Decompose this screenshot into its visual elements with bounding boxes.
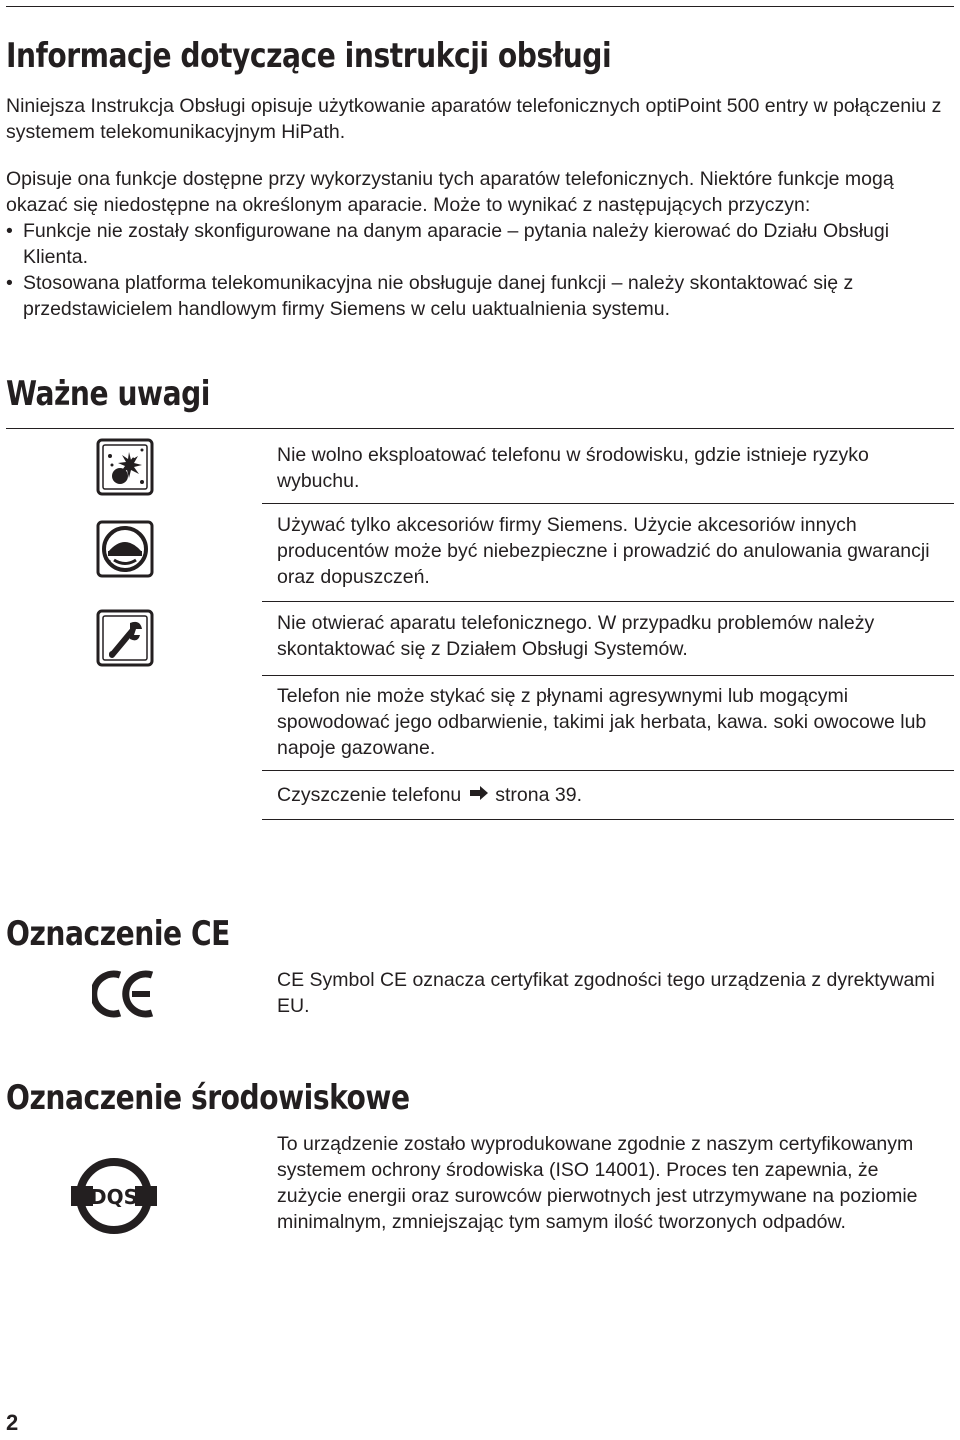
note-divider: [262, 819, 954, 820]
bullet-marker: •: [6, 272, 13, 294]
note-divider: [262, 770, 954, 771]
cleaning-label: Czyszczenie telefonu: [277, 784, 462, 806]
bullet-text: Stosowana platforma telekomunikacyjna nie obsługuje danej funkcji – należy skontaktować się z przedstawicielem handlowym firmy Siemens w celu uaktualnienia systemu.: [23, 272, 854, 320]
cleaning-page-link[interactable]: strona 39.: [495, 784, 582, 806]
note-text: Telefon nie może stykać się z płynami agresywnymi lub mogącymi spowodować jego odbarwienie, takimi jak herbata, kawa. soki owocowe lub napoje gazowane.: [277, 685, 927, 759]
note-text: Nie otwierać aparatu telefonicznego. W przypadku problemów należy skontaktować się z Działem Obsługi Systemów.: [277, 612, 875, 660]
top-rule: [6, 6, 954, 7]
dqs-logo-text: DQS: [89, 1185, 139, 1209]
bullet-item: [6, 218, 951, 270]
note-divider: [262, 503, 954, 504]
accessories-icon: [96, 520, 154, 578]
bullet-item: [6, 270, 951, 322]
intro-paragraph-2: Opisuje ona funkcje dostępne przy wykorzystaniu tych aparatów telefonicznych. Niektóre funkcje mogą okazać się niedostępne na określonym aparacie. Może to wynikać z następujących przyczyn:: [6, 168, 894, 216]
dqs-logo-icon: [71, 1156, 157, 1236]
section-heading-notes: Ważne uwagi: [6, 374, 210, 414]
env-text: To urządzenie zostało wyprodukowane zgodnie z naszym certyfikowanym systemem ochrony środowiska (ISO 14001). Proces ten zapewnia, że zużycie energii oraz surowców pierwotnych jest utrzymywane na poziomie minimalnym, zmniejszając tym samym ilość tworzonych odpadów.: [277, 1133, 918, 1233]
explosion-hazard-icon: [96, 438, 154, 496]
section-heading-ce: Oznaczenie CE: [6, 914, 230, 954]
ce-text: CE Symbol CE oznacza certyfikat zgodności tego urządzenia z dyrektywami EU.: [277, 969, 935, 1017]
cleaning-reference: [277, 781, 945, 808]
note-text: Używać tylko akcesoriów firmy Siemens. Użycie akcesoriów innych producentów może być niebezpieczne i prowadzić do anulowania gwarancji oraz dopuszczeń.: [277, 514, 930, 588]
wrench-icon: [96, 609, 154, 667]
page-number: 2: [6, 1410, 19, 1435]
bullet-marker: •: [6, 220, 13, 242]
bullet-text: Funkcje nie zostały skonfigurowane na danym aparacie – pytania należy kierować do Działu Obsługi Klienta.: [23, 220, 890, 268]
section-heading-env: Oznaczenie środowiskowe: [6, 1078, 410, 1118]
notes-rule: [6, 428, 954, 429]
section-heading-info: Informacje dotyczące instrukcji obsługi: [6, 36, 612, 76]
arrow-right-icon: [469, 781, 489, 807]
intro-paragraph-1: Niniejsza Instrukcja Obsługi opisuje użytkowanie aparatów telefonicznych optiPoint 500 entry w połączeniu z systemem telekomunikacyjnym HiPath.: [6, 95, 942, 143]
note-text: Nie wolno eksploatować telefonu w środowisku, gdzie istnieje ryzyko wybuchu.: [277, 444, 869, 492]
note-divider: [262, 601, 954, 602]
ce-mark-icon: [92, 969, 158, 1019]
note-divider: [262, 675, 954, 676]
